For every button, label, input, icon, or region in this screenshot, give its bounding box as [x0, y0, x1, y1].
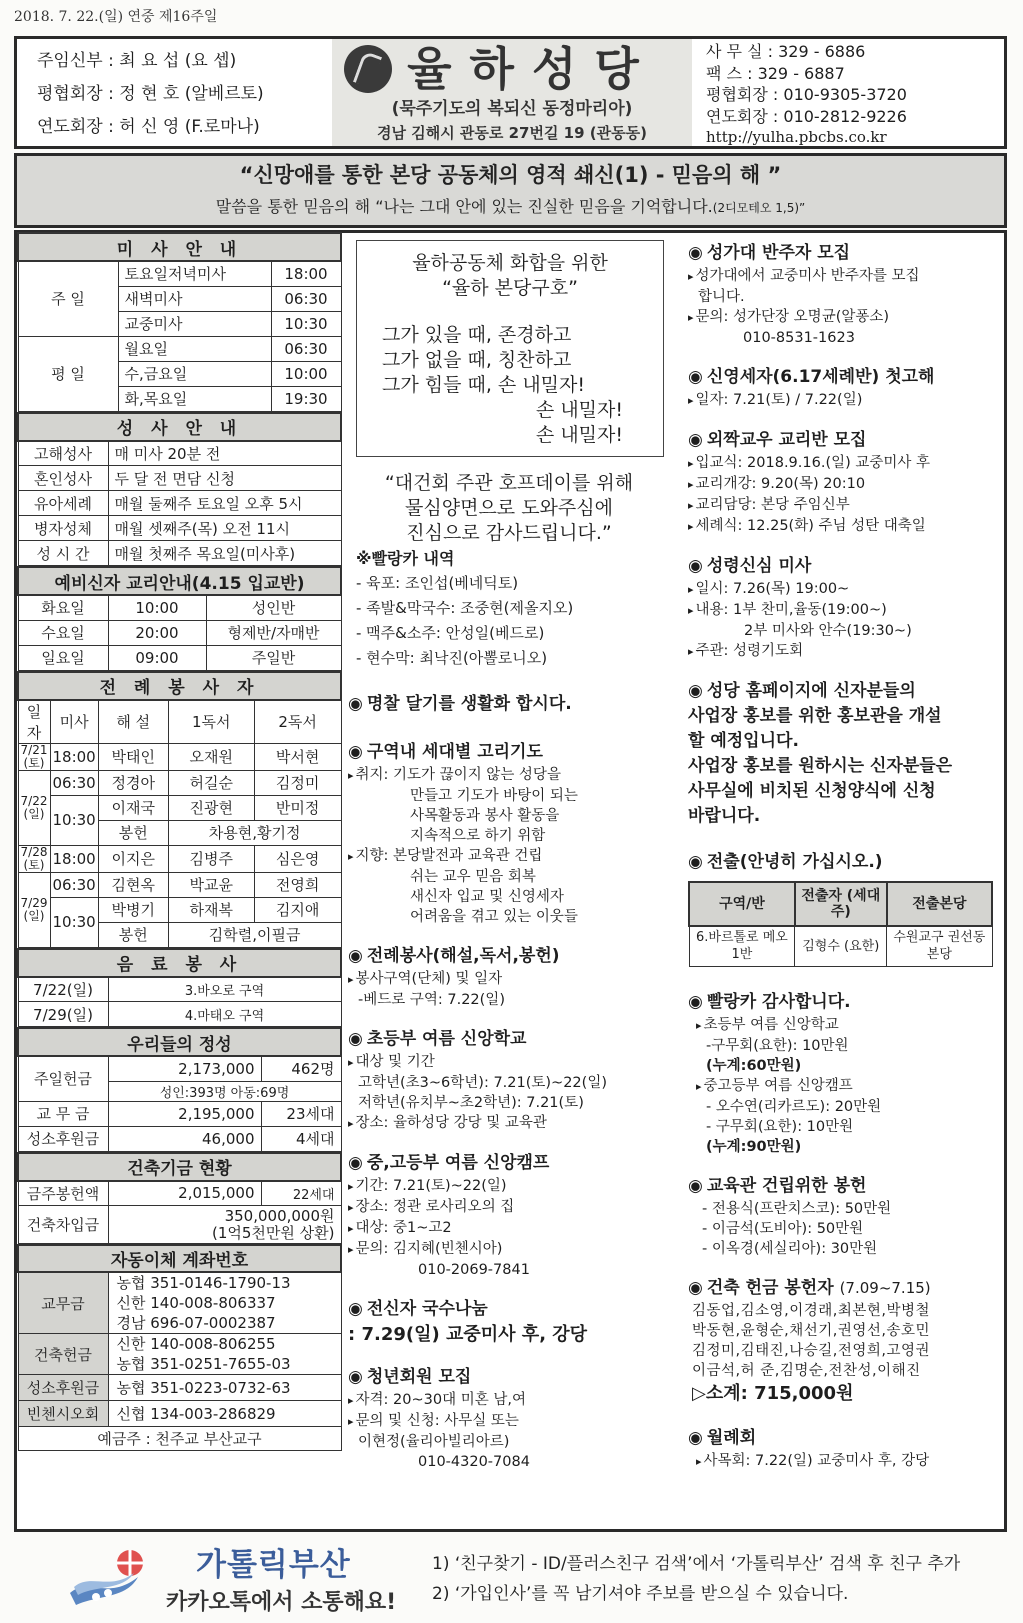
name-cell: 박교윤 — [168, 872, 254, 897]
mass-cell: 18:00 — [50, 845, 98, 872]
notice-education-hall: ◉ 교육관 건립위한 봉헌 — [688, 1175, 867, 1196]
offering-amount: 46,000 — [108, 1126, 261, 1151]
mass-time: 06:30 — [271, 336, 341, 361]
mass-name: 수,금요일 — [118, 361, 271, 386]
weekday-label: 평 일 — [18, 336, 118, 411]
table-row — [18, 897, 341, 922]
table-row — [18, 770, 341, 795]
mass-cell: 10:30 — [50, 795, 98, 845]
name-cell: 김지애 — [254, 897, 341, 922]
drink-date: 7/29(일) — [18, 1002, 108, 1027]
contact-council: 평협회장 : 010-9305-3720 — [706, 85, 907, 104]
sacrament-info: 매 미사 20분 전 — [108, 441, 341, 466]
notice-youth-recruit: ◉ 청년회원 모집 — [348, 1367, 472, 1387]
mass-name: 토요일저녁미사 — [118, 261, 271, 286]
motto-line: 손 내밀자! — [535, 399, 623, 421]
name-cell: 김병주 — [168, 845, 254, 872]
table-row — [689, 926, 992, 966]
parish-patron: (묵주기도의 복되신 동정마리아) — [391, 99, 633, 119]
class-name: 형제반/자매반 — [206, 620, 341, 645]
parish-title-block — [332, 39, 692, 146]
name-cell: 하재복 — [168, 897, 254, 922]
notice-noodle-sharing: ◉ 전신자 국수나눔 — [348, 1299, 488, 1319]
bullet-circle-icon: ◉ — [688, 1427, 703, 1448]
drinks-service-table — [17, 948, 342, 1028]
class-time: 10:00 — [108, 595, 206, 620]
offering-amount: 2,195,000 — [108, 1101, 261, 1126]
attendance-detail: 성인:393명 아동:69명 — [108, 1081, 341, 1101]
staff-council-chair: 평협회장 : 정 현 호 (알베르토) — [37, 84, 264, 104]
col-header: 2독서 — [254, 700, 341, 744]
account-label: 건축헌금 — [18, 1334, 108, 1375]
class-day: 수요일 — [18, 620, 108, 645]
list-item: - 육포: 조인섭(베네딕토) — [356, 574, 519, 592]
theme-verse: 말씀을 통한 믿음의 해 “나는 그대 안에 있는 진실한 믿음을 기억합니다.(2디모테오 1,5)” — [215, 197, 806, 216]
offering-count: 4세대 — [261, 1126, 341, 1151]
sacrament-name: 혼인성사 — [18, 466, 108, 491]
motto-line: 그가 없을 때, 칭찬하고 — [382, 349, 572, 371]
mass-time: 18:00 — [271, 261, 341, 286]
monthly-meeting-body: ▸ 사목회: 7.22(일) 교중미사 후, 강당 — [688, 1451, 1000, 1472]
notice-homepage-promo: ◉ 성당 홈페이지에 신자분들의 — [688, 681, 916, 701]
bullet-circle-icon: ◉ — [348, 742, 363, 762]
mass-cell: 18:00 — [50, 743, 98, 770]
class-time: 20:00 — [108, 620, 206, 645]
account-label: 빈첸시오회 — [18, 1401, 108, 1427]
col-header: 미사 — [50, 700, 98, 744]
noodle-sharing-detail: : 7.29(일) 교중미사 후, 강당 — [348, 1324, 588, 1345]
bank-accounts-table — [17, 1244, 342, 1451]
bullet-circle-icon: ◉ — [688, 430, 703, 450]
accounts-heading: 자동이체 계좌번호 — [18, 1245, 341, 1272]
sacrament-name: 병자성체 — [18, 516, 108, 541]
middle-column — [348, 240, 670, 1472]
bulletin-date: 2018. 7. 22.(일) 연중 제16주일 — [14, 9, 218, 25]
sacrament-info: 매월 셋째주(목) 오전 11시 — [108, 516, 341, 541]
sacraments-table — [17, 412, 342, 567]
col-header: 구역/반 — [689, 882, 795, 926]
col-header: 1독서 — [168, 700, 254, 744]
mass-name: 화,목요일 — [118, 386, 271, 411]
left-column — [17, 232, 342, 1451]
sacrament-name: 고해성사 — [18, 441, 108, 466]
mass-name: 교중미사 — [118, 311, 271, 336]
name-cell: 박병기 — [98, 897, 168, 922]
catholic-busan-logo-icon — [68, 1547, 150, 1611]
bullet-circle-icon: ◉ — [348, 1029, 363, 1049]
donor-subtotal: ▷소계: 715,000원 — [692, 1382, 854, 1404]
transfer-out-table — [688, 881, 993, 967]
youth-camp-body: ▸ 기간: 7.21(토)~22(일) ▸ 장소: 정관 로사리오의 집 ▸ 대상: 중1~고2 ▸ 문의: 김지혜(빈첸시아) 010-2069-7841 — [348, 1176, 670, 1280]
sacrament-info: 매월 둘째주 토요일 오후 5시 — [108, 491, 341, 516]
instruction-step: 2) ‘가입인사’를 꼭 남기셔야 주보를 받으실 수 있습니다. — [432, 1584, 849, 1604]
motto-line: 그가 있을 때, 존경하고 — [382, 324, 572, 346]
fund-label: 건축차입금 — [18, 1206, 108, 1244]
account-numbers: 신한 140-008-806255 농협 351-0251-7655-03 — [108, 1334, 341, 1375]
name-cell: 전영희 — [254, 872, 341, 897]
donation-title: ※빨랑카 내역 — [356, 549, 455, 568]
name-cell: 박태인 — [98, 743, 168, 770]
bullet-circle-icon: ◉ — [688, 367, 703, 387]
offering-label: 봉헌 — [98, 820, 168, 845]
chain-prayer-body: ▸ 취지: 기도가 끊이지 않는 성당을 만들고 기도가 바탕이 되는 사목활동과 봉사 활동을 지속적으로 하기 위함 ▸ 지향: 본당발전과 교육관 건립 쉬는 교우 믿음 회복 새신자 입교 및 신영세자 어려움을 겪고 있는 이웃들 — [348, 765, 670, 927]
table-row — [18, 743, 341, 770]
account-label: 성소후원금 — [18, 1375, 108, 1401]
bullet-circle-icon: ◉ — [348, 1367, 363, 1387]
table-row — [18, 795, 341, 820]
youth-recruit-body: ▸ 자격: 20~30대 미혼 남,여 ▸ 문의 및 신청: 사무실 또는 이현정(율리아빌리아르) 010-4320-7084 — [348, 1390, 670, 1472]
staff-pastor: 주임신부 : 최 요 섭 (요 셉) — [37, 51, 237, 71]
notice-transfer-out: ◉ 전출(안녕히 가십시오.) — [688, 852, 883, 872]
offering-count: 23세대 — [261, 1101, 341, 1126]
parish-logo-icon — [344, 45, 392, 93]
sacrament-info: 매월 첫째주 목요일(미사후) — [108, 541, 341, 566]
fund-label: 금주봉헌액 — [18, 1181, 108, 1206]
liturgy-servers-table — [17, 671, 342, 948]
choir-body: ▸ 성가대에서 교중미사 반주자를 모집 합니다. ▸ 문의: 성가단장 오명균(알퐁소) 010-8531-1623 — [688, 266, 1000, 348]
list-item: - 현수막: 최낙진(아뽈로니오) — [356, 649, 548, 667]
name-cell: 반미정 — [254, 795, 341, 820]
offerings-table — [17, 1027, 342, 1152]
offering-label: 성소후원금 — [18, 1126, 108, 1151]
bullet-circle-icon: ◉ — [688, 1175, 703, 1196]
catechumen-heading: 예비신자 교리안내(4.15 입교반) — [18, 567, 341, 595]
notice-choir-accompanist: ◉ 성가대 반주자 모집 — [688, 243, 851, 263]
account-holder: 예금주 : 천주교 부산교구 — [18, 1427, 341, 1451]
holy-spirit-mass-body: ▸ 일시: 7.26(목) 19:00~ ▸ 내용: 1부 찬미,율동(19:00~) 2부 미사와 안수(19:30~) ▸ 주관: 성령기도회 — [688, 579, 1000, 662]
liturgy-service-body: ▸ 봉사구역(단체) 및 일자 -베드로 구역: 7.22(일) — [348, 969, 670, 1010]
kakao-footer — [0, 1535, 1023, 1623]
class-time: 09:00 — [108, 645, 206, 670]
notice-name-tag: ◉ 명찰 달기를 생활화 합시다. — [348, 694, 572, 714]
name-cell: 심은영 — [254, 845, 341, 872]
mass-cell: 10:30 — [50, 897, 98, 947]
district-cell: 6.바르톨로 메오 1반 — [689, 926, 795, 966]
kakao-instructions — [432, 1549, 960, 1609]
first-confession-body: ▸ 일자: 7.21(토) / 7.22(일) — [688, 390, 1000, 411]
drink-date: 7/22(일) — [18, 977, 108, 1002]
sunday-label: 주 일 — [18, 261, 118, 336]
building-fund-table — [17, 1152, 342, 1245]
notice-donation-thanks: ◉ 빨랑카 감사합니다. — [688, 991, 851, 1012]
motto-line: 그가 힘들 때, 손 내밀자! — [382, 374, 586, 396]
drinks-heading: 음 료 봉 사 — [18, 949, 341, 977]
parish-motto-box — [356, 240, 664, 457]
col-header: 전출본당 — [887, 882, 992, 926]
table-row — [18, 845, 341, 872]
sacrament-info: 두 달 전 면담 신청 — [108, 466, 341, 491]
date-cell: 7/21 (토) — [18, 743, 50, 770]
mass-cell: 06:30 — [50, 872, 98, 897]
name-cell: 허길순 — [168, 770, 254, 795]
contact-office: 사 무 실 : 329 - 6886 — [706, 42, 866, 61]
class-day: 일요일 — [18, 645, 108, 670]
date-cell: 7/28 (토) — [18, 845, 50, 872]
offering-amount: 2,173,000 — [108, 1056, 261, 1081]
building-heading: 건축기금 현황 — [18, 1153, 341, 1181]
bullet-circle-icon: ◉ — [688, 991, 703, 1012]
education-hall-body: - 전용식(프란치스코): 50만원 - 이금석(도비아): 50만원 - 이옥경(세실리아): 30만원 — [702, 1200, 892, 1257]
name-cell: 이재국 — [98, 795, 168, 820]
sacrament-name: 유아세례 — [18, 491, 108, 516]
mass-time: 10:30 — [271, 311, 341, 336]
offering-label: 봉헌 — [98, 922, 168, 947]
name-cell: 김정미 — [254, 770, 341, 795]
mass-time: 06:30 — [271, 286, 341, 311]
thanks-message: “대건회 주관 호프데이를 위해 물심양면으로 도와주심에 진심으로 감사드립니다.” — [384, 472, 634, 544]
fund-amount: 2,015,000 — [108, 1181, 261, 1206]
notice-holy-spirit-mass: ◉ 성령신심 미사 — [688, 556, 812, 576]
sacrament-name: 성 시 간 — [18, 541, 108, 566]
mass-schedule-table — [17, 232, 342, 412]
homepage-promo-body: 사업장 홍보를 위한 홍보관을 개설 할 예정입니다. 사업장 홍보를 원하시는 신자분들은 사무실에 비치된 신청양식에 신청 바랍니다. — [688, 706, 953, 826]
offering-label: 교 무 금 — [18, 1101, 108, 1126]
bullet-circle-icon: ◉ — [688, 556, 703, 576]
notice-first-confession: ◉ 신영세자(6.17세례반) 첫고해 — [688, 367, 935, 387]
drink-group: 4.마태오 구역 — [108, 1002, 341, 1027]
catechumen-table — [17, 566, 342, 671]
right-column — [688, 240, 1000, 1472]
offerings-heading: 우리들의 정성 — [18, 1028, 341, 1056]
parish-name: 율하성당 — [407, 42, 657, 96]
name-cell: 박서현 — [254, 743, 341, 770]
brand-tagline: 카카오톡에서 소통해요! — [166, 1590, 397, 1615]
name-cell: 정경아 — [98, 770, 168, 795]
list-item: - 맥주&소주: 안성일(베드로) — [356, 624, 545, 642]
parish-cell: 수원교구 권선동본당 — [887, 926, 992, 966]
table-row — [18, 872, 341, 897]
instruction-step: 1) ‘친구찾기 - ID/플러스친구 검색’에서 ‘가톨릭부산’ 검색 후 친구 추가 — [432, 1554, 961, 1574]
bullet-circle-icon: ◉ — [688, 852, 703, 872]
parish-address: 경남 김해시 관동로 27번길 19 (관동동) — [377, 124, 647, 142]
date-cell: 7/22 (일) — [18, 770, 50, 845]
parish-header — [14, 36, 1007, 149]
mass-schedule-heading: 미 사 안 내 — [18, 233, 341, 261]
account-numbers: 신협 134-003-286829 — [108, 1401, 341, 1427]
col-header: 해 설 — [98, 700, 168, 744]
mass-time: 10:00 — [271, 361, 341, 386]
class-day: 화요일 — [18, 595, 108, 620]
bullet-circle-icon: ◉ — [688, 1277, 703, 1298]
motto-title: 율하공동체 화합을 위한 — [412, 252, 608, 274]
notice-youth-camp: ◉ 중,고등부 여름 신앙캠프 — [348, 1153, 550, 1173]
name-cell: 이지은 — [98, 845, 168, 872]
mass-name: 새벽미사 — [118, 286, 271, 311]
offering-count: 462명 — [261, 1056, 341, 1081]
theme-title: “신망애를 통한 본당 공동체의 영적 쇄신(1) - 믿음의 해 ” — [239, 163, 782, 187]
loan-amount: 350,000,000원 (1억5천만원 상환) — [108, 1206, 341, 1244]
mass-cell: 06:30 — [50, 770, 98, 795]
brand-title: 가톨릭부산 — [196, 1547, 351, 1583]
name-cell: 김형수 (요한) — [795, 926, 887, 966]
offering-names: 차용현,황기정 — [168, 820, 341, 845]
account-numbers: 농협 351-0146-1790-13 신한 140-008-806337 경남 696-07-0002387 — [108, 1272, 341, 1334]
offering-names: 김학렬,이필금 — [168, 922, 341, 947]
sacraments-heading: 성 사 안 내 — [18, 413, 341, 441]
bullet-circle-icon: ◉ — [348, 694, 363, 714]
list-item: - 족발&막국수: 조중현(제올지오) — [356, 599, 574, 617]
name-cell: 진광현 — [168, 795, 254, 820]
contact-memorial: 연도회장 : 010-2812-9226 — [706, 106, 907, 126]
notice-elementary-school: ◉ 초등부 여름 신앙학교 — [348, 1029, 527, 1049]
theme-banner — [14, 153, 1007, 228]
donation-list — [348, 546, 670, 671]
name-cell: 김현옥 — [98, 872, 168, 897]
liturgy-heading: 전 례 봉 사 자 — [18, 672, 341, 700]
col-header: 전출자 (세대주) — [795, 882, 887, 926]
parish-url-link[interactable]: http://yulha.pbcbs.co.kr — [706, 128, 887, 146]
col-header: 일자 — [18, 700, 50, 744]
motto-subtitle: “율하 본당구호” — [442, 277, 578, 299]
notice-chain-prayer: ◉ 구역내 세대별 고리기도 — [348, 742, 543, 762]
name-cell: 오재원 — [168, 743, 254, 770]
class-name: 성인반 — [206, 595, 341, 620]
staff-memorial-chair: 연도회장 : 허 신 영 (F.로마나) — [37, 117, 260, 137]
notice-liturgy-service: ◉ 전례봉사(해설,독서,봉헌) — [348, 946, 560, 966]
staff-list — [17, 39, 332, 146]
fund-count: 22세대 — [261, 1181, 341, 1206]
motto-line: 손 내밀자! — [535, 424, 623, 446]
bullet-circle-icon: ◉ — [688, 243, 703, 263]
elementary-school-body: ▸ 대상 및 기간 고학년(초3~6학년): 7.21(토)~22(일) 저학년(유치부~초2학년): 7.21(토) ▸ 장소: 율하성당 강당 및 교육관 — [348, 1052, 670, 1134]
bullet-circle-icon: ◉ — [688, 681, 703, 701]
drink-group: 3.바오로 구역 — [108, 977, 341, 1002]
account-numbers: 농협 351-0223-0732-63 — [108, 1375, 341, 1401]
donor-names: 김동업,김소영,이경래,최본현,박병철 박동현,윤형순,채선기,권영선,송호민 김정미,김태진,나승길,전영희,고영권 이금석,허 준,김명순,전찬성,이해진 — [692, 1302, 931, 1379]
account-label: 교무금 — [18, 1272, 108, 1334]
offering-label: 주일헌금 — [18, 1056, 108, 1101]
class-name: 주일반 — [206, 645, 341, 670]
notice-building-donors: ◉ 건축 헌금 봉헌자 (7.09~7.15) — [688, 1277, 931, 1298]
bullet-circle-icon: ◉ — [348, 1299, 363, 1319]
contact-fax: 팩 스 : 329 - 6887 — [706, 63, 845, 83]
bullet-circle-icon: ◉ — [348, 946, 363, 966]
donation-thanks-body: ▸ 초등부 여름 신앙학교 -구무회(요한): 10만원 (누계:60만원) ▸ 중고등부 여름 신앙캠프 - 오수연(리카르도): 20만원 - 구무회(요한): 10만원 (누계:90만원) — [688, 1015, 1000, 1157]
contact-list — [692, 39, 1004, 146]
mass-name: 월요일 — [118, 336, 271, 361]
notice-interfaith-class: ◉ 외짝교우 교리반 모집 — [688, 430, 867, 450]
date-cell: 7/29 (일) — [18, 872, 50, 947]
mass-time: 19:30 — [271, 386, 341, 411]
interfaith-class-body: ▸ 입교식: 2018.9.16.(일) 교중미사 후 ▸ 교리개강: 9.20(목) 20:10 ▸ 교리담당: 본당 주임신부 ▸ 세례식: 12.25(화) 주님 성탄 대축일 — [688, 453, 1000, 537]
bullet-circle-icon: ◉ — [348, 1153, 363, 1173]
notice-monthly-meeting: ◉ 월례회 — [688, 1427, 757, 1448]
